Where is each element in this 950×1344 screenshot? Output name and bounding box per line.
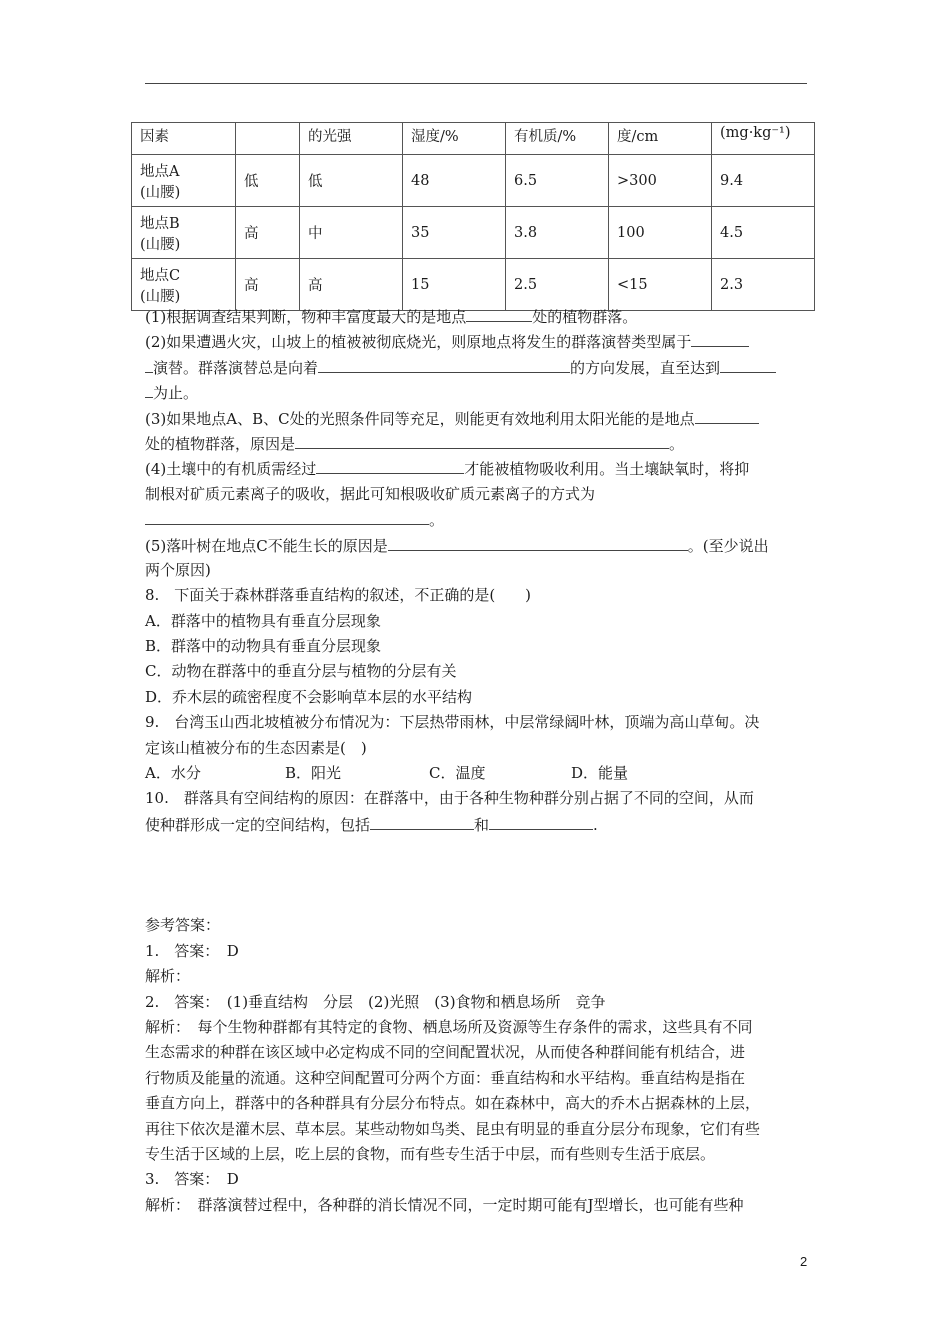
q9-option-b: B．阳光 (285, 764, 342, 783)
answer-blank (466, 304, 532, 322)
q7-part2-cont: 演替。群落演替总是向着 的方向发展，直至达到 (145, 355, 810, 380)
answers-title: 参考答案： (145, 916, 221, 935)
table-header-cell: 的光强 (300, 123, 403, 155)
table-cell: 100 (609, 207, 712, 259)
table-cell: 48 (403, 155, 506, 207)
q9-stem: 9. 台湾玉山西北坡植被分布情况为：下层热带雨林，中层常绿阔叶林，顶端为高山草甸。决 (145, 713, 760, 732)
table-cell: 3.8 (506, 207, 609, 259)
table-cell: 6.5 (506, 155, 609, 207)
q8-option-a: A．群落中的植物具有垂直分层现象 (145, 611, 381, 630)
answer-blank (388, 533, 688, 551)
q8-option-d: D．乔木层的疏密程度不会影响草本层的水平结构 (145, 687, 473, 706)
table-header-row (132, 123, 815, 155)
q7-part1: (1)根据调查结果判断，物种丰富度最大的是地点 处的植物群落。 (145, 304, 810, 329)
table-cell: <15 (609, 259, 712, 311)
q7-part3-cont: 处的植物群落，原因是 。 (145, 431, 810, 456)
table-header-cell: 度/cm (609, 123, 712, 155)
table-row (132, 207, 815, 259)
q7-part2-end: 为止。 (145, 380, 810, 405)
q7-part4-end: 。 (145, 507, 810, 532)
q7-part5: (5)落叶树在地点C不能生长的原因是 。(至少说出 (145, 533, 810, 558)
q7-part4-cont: 制根对矿质元素离子的吸收，据此可知根吸收矿质元素离子的方式为 (145, 484, 596, 503)
table-header-cell: 有机质/% (506, 123, 609, 155)
answer-blank (318, 355, 570, 373)
answer-2-explanation: 行物质及能量的流通。这种空间配置可分两个方面：垂直结构和水平结构。垂直结构是指在 (145, 1068, 746, 1087)
answer-blank (691, 329, 749, 347)
q7-part2: (2)如果遭遇火灾，山坡上的植被被彻底烧光，则原地点将发生的群落演替类型属于 (145, 329, 810, 354)
answer-2-explanation: 再往下依次是灌木层、草本层。某些动物如鸟类、昆虫有明显的垂直分层分布现象，它们有些 (145, 1119, 761, 1138)
answer-blank (695, 406, 759, 424)
table-cell: 15 (403, 259, 506, 311)
answer-2: 2. 答案： (1)垂直结构 分层 (2)光照 (3)食物和栖息场所 竞争 (145, 992, 606, 1011)
answer-3-explanation: 解析： 群落演替过程中，各种群的消长情况不同，一定时期可能有J型增长，也可能有些种 (145, 1195, 744, 1214)
table-header-cell: 湿度/% (403, 123, 506, 155)
answer-2-explanation: 专生活于区域的上层，吃上层的食物，而有些专生活于中层，而有些则专生活于底层。 (145, 1144, 716, 1163)
q10-stem: 10. 群落具有空间结构的原因：在群落中，由于各种生物种群分别占据了不同的空间，从而 (145, 789, 754, 808)
table-cell: 35 (403, 207, 506, 259)
q8-option-b: B．群落中的动物具有垂直分层现象 (145, 637, 382, 656)
table-cell: >300 (609, 155, 712, 207)
answer-2-explanation: 解析： 每个生物种群都有其特定的食物、栖息场所及资源等生存条件的需求，这些具有不同 (145, 1017, 753, 1036)
q8-option-c: C．动物在群落中的垂直分层与植物的分层有关 (145, 662, 457, 681)
answer-1-explanation: 解析： (145, 967, 191, 986)
table-cell: 地点B (山腰) (132, 207, 236, 259)
table-cell: 2.5 (506, 259, 609, 311)
q9-option-a: A．水分 (145, 764, 201, 783)
document-body (145, 304, 810, 1218)
q7-part4: (4)土壤中的有机质需经过 才能被植物吸收利用。当土壤缺氧时，将抑 (145, 456, 810, 481)
answer-blank (295, 431, 669, 449)
q7-part3: (3)如果地点A、B、C处的光照条件同等充足，则能更有效地利用太阳光能的是地点 (145, 406, 810, 431)
page-number: 2 (800, 1254, 808, 1269)
table-cell: 2.3 (712, 259, 815, 311)
table-cell: 低 (300, 155, 403, 207)
q9-option-d: D．能量 (571, 764, 629, 783)
table-cell: 高 (236, 259, 300, 311)
answer-blank (720, 355, 776, 373)
table-cell: 高 (236, 207, 300, 259)
table-row (132, 155, 815, 207)
q7-part5-cont: 两个原因) (145, 560, 211, 579)
q9-option-c: C．温度 (429, 764, 486, 783)
table-cell: 地点A (山腰) (132, 155, 236, 207)
answer-blank (145, 507, 429, 525)
table-cell: 高 (300, 259, 403, 311)
table-cell: 低 (236, 155, 300, 207)
q9-options (145, 761, 810, 786)
answer-2-explanation: 生态需求的种群在该区域中必定构成不同的空间配置状况，从而使各种群间能有机结合，进 (145, 1043, 746, 1062)
q9-stem-cont: 定该山植被分布的生态因素是( ) (145, 738, 367, 757)
table-cell: 9.4 (712, 155, 815, 207)
table-header-cell (236, 123, 300, 155)
table-header-cell: (mg·kg⁻¹) (712, 123, 815, 155)
header-rule (145, 83, 807, 84)
table-cell: 4.5 (712, 207, 815, 259)
answer-blank (489, 812, 593, 830)
q10-stem-cont: 使种群形成一定的空间结构，包括 和 . (145, 812, 810, 837)
survey-table (131, 122, 815, 311)
table-cell: 中 (300, 207, 403, 259)
table-row (132, 259, 815, 311)
answer-blank (145, 380, 153, 398)
table-header-cell: 因素 (132, 123, 236, 155)
table-cell: 地点C (山腰) (132, 259, 236, 311)
answer-blank (145, 355, 153, 373)
q8-stem: 8. 下面关于森林群落垂直结构的叙述，不正确的是( ) (145, 586, 532, 605)
answer-2-explanation: 垂直方向上，群落中的各种群具有分层分布特点。如在森林中，高大的乔木占据森林的上层， (145, 1094, 761, 1113)
answer-3: 3. 答案： D (145, 1170, 239, 1189)
answer-blank (370, 812, 474, 830)
answer-blank (316, 456, 464, 474)
answer-1: 1. 答案： D (145, 941, 239, 960)
